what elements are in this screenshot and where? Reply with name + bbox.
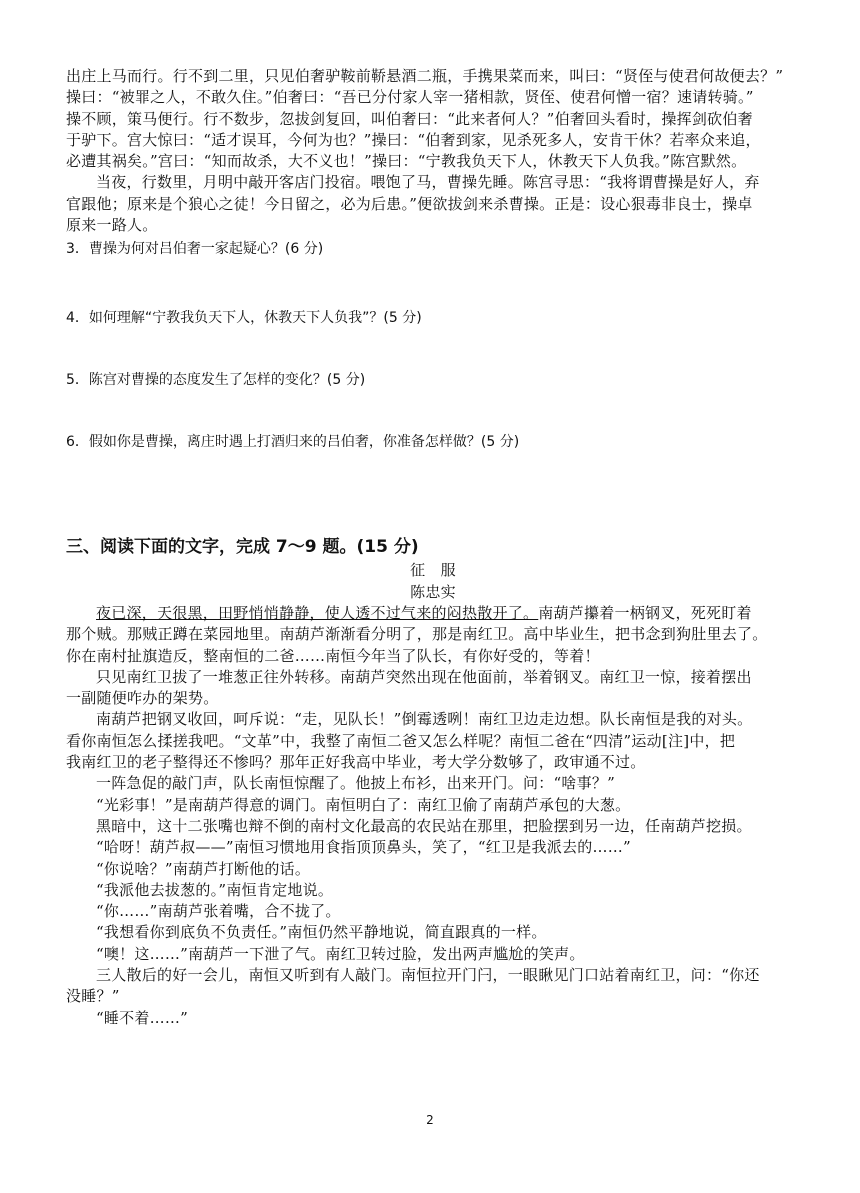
text-line: 我南红卫的老子整得还不惨吗？那年正好我高中毕业，考大学分数够了，政审通不过。 (66, 753, 646, 772)
text-line: 当夜，行数里，月明中敲开客店门投宿。喂饱了马，曹操先睡。陈宫寻思：“我将谓曹操是好人，弃 (96, 173, 760, 192)
page-number: 2 (426, 1113, 434, 1127)
text-line: 出庄上马而行。行不到二里，只见伯奢驴鞍前鞒悬酒二瓶，手携果菜而来，叫曰：“贤侄与使君何故便去？” (66, 67, 784, 85)
section-heading: 三、阅读下面的文字，完成 7～9 题。(15 分) (66, 537, 419, 558)
passage-title: 征 服 (410, 561, 456, 580)
text-line: 操曰：“被罪之人，不敢久住。”伯奢曰：“吾已分付家人宰一猪相款，贤侄、使君何憎一宿？速请转骑。” (66, 88, 754, 107)
text-line: “你说啥？”南葫芦打断他的话。 (96, 859, 311, 878)
text-line: 原来一路人。 (66, 216, 158, 235)
text-line: 于驴下。宫大惊曰：“适才误耳，今何为也？”操曰：“伯奢到家，见杀死多人，安肯干休？若率众来追， (66, 130, 761, 149)
question-5: 5．陈宫对曹操的态度发生了怎样的变化？(5 分) (66, 372, 366, 389)
text-line: 操不顾，策马便行。行不数步，忽拔剑复回，叫伯奢曰：“此来者何人？”伯奢回头看时，操挥剑砍伯奢 (66, 109, 753, 128)
text-line: 一阵急促的敲门声，队长南恒惊醒了。他披上布衫，出来开门。问：“啥事？” (96, 774, 616, 793)
text-line: 一副随便咋办的架势。 (66, 689, 219, 708)
text-line: 那个贼。那贼正蹲在菜园地里。南葫芦渐渐看分明了，那是南红卫。高中毕业生，把书念到狗肚里去了。 (66, 625, 768, 644)
text-line: 黑暗中，这十二张嘴也辩不倒的南村文化最高的农民站在那里，把脸摆到另一边，任南葫芦挖损。 (96, 816, 752, 835)
question-6: 6．假如你是曹操，离庄时遇上打酒归来的吕伯奢，你准备怎样做？(5 分) (66, 434, 520, 451)
text-line: “睡不着……” (96, 1008, 189, 1027)
text-line: 没睡？” (66, 987, 120, 1006)
text-span: 南葫芦攥着一柄钢叉，死死盯着 (538, 603, 752, 622)
document-page (66, 66, 800, 1029)
text-line: “我派他去拔葱的。”南恒肯定地说。 (96, 880, 334, 899)
text-line: “我想看你到底负不负责任。”南恒仍然平静地说，简直跟真的一样。 (96, 923, 547, 942)
text-line: “你……”南葫芦张着嘴，合不拢了。 (96, 902, 341, 921)
passage-author: 陈忠实 (410, 582, 456, 601)
text-line: 南葫芦把钢叉收回，呵斥说：“走，见队长！”倒霉透咧！南红卫边走边想。队长南恒是我的对头。 (96, 710, 753, 729)
text-line (66, 603, 800, 624)
passage-sanguo (66, 66, 800, 236)
text-line: 你在南村扯旗造反，整南恒的二爸……南恒今年当了队长，有你好受的，等着！ (66, 646, 600, 665)
text-line: “光彩事！”是南葫芦得意的调门。南恒明白了：南红卫偷了南葫芦承包的大葱。 (96, 795, 631, 814)
passage-zhengfu (66, 603, 800, 1029)
text-line: 三人散后的好一会儿，南恒又听到有人敲门。南恒拉开门闩，一眼瞅见门口站着南红卫，问：“你还 (96, 966, 760, 985)
text-line: “哈呀！葫芦叔——”南恒习惯地用食指顶顶鼻头，笑了，“红卫是我派去的……” (96, 838, 631, 857)
text-line: 必遭其祸矣。”宫曰：“知而故杀，大不义也！”操曰：“宁教我负天下人，休教天下人负我。”陈宫默然。 (66, 152, 747, 171)
text-line: 只见南红卫拔了一堆葱正往外转移。南葫芦突然出现在他面前，举着钢叉。南红卫一惊，接着摆出 (96, 667, 752, 686)
question-4: 4．如何理解“宁教我负天下人，休教天下人负我”？(5 分) (66, 310, 422, 327)
text-line: 官跟他；原来是个狼心之徒！今日留之，必为后患。”便欲拔剑来杀曹操。正是：设心狠毒非良士，操卓 (66, 194, 753, 213)
text-line: “噢！这……”南葫芦一下泄了气。南红卫转过脸，发出两声尴尬的笑声。 (96, 944, 585, 963)
text-line: 看你南恒怎么揉搓我吧。“文革”中，我整了南恒二爸又怎么样呢？南恒二爸在“四清”运动[注]中，把 (66, 731, 736, 750)
underlined-sentence: 夜已深，天很黑，田野悄悄静静，使人透不过气来的闷热散开了。 (96, 603, 539, 622)
question-3: 3．曹操为何对吕伯奢一家起疑心？(6 分) (66, 241, 324, 258)
